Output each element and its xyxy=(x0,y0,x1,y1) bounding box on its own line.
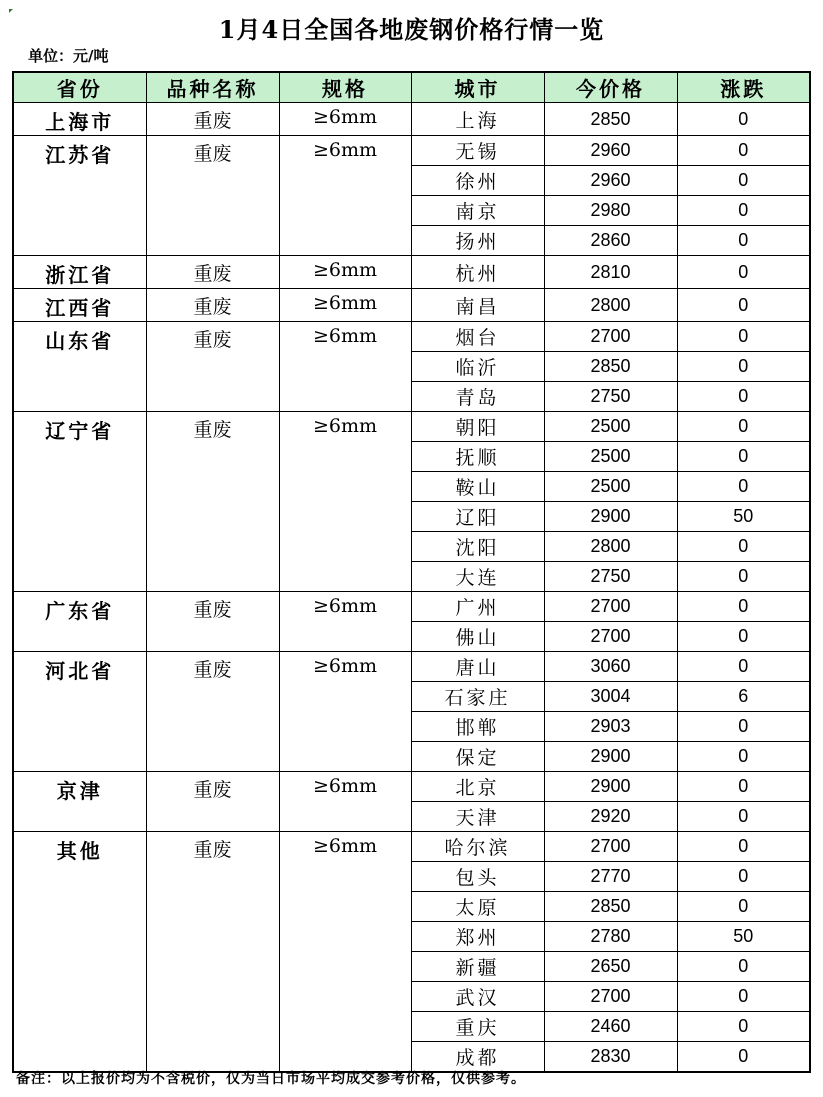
city-cell: 唐山 xyxy=(411,652,544,682)
table-row xyxy=(13,772,810,802)
city-cell: 抚顺 xyxy=(411,442,544,472)
price-cell: 2460 xyxy=(544,1012,677,1042)
city-cell: 辽阳 xyxy=(411,502,544,532)
city-cell: 包头 xyxy=(411,862,544,892)
price-cell: 2980 xyxy=(544,196,677,226)
table-row xyxy=(13,832,810,862)
city-cell: 天津 xyxy=(411,802,544,832)
change-cell: 0 xyxy=(677,226,810,256)
change-cell: 0 xyxy=(677,952,810,982)
variety-cell: 重废 xyxy=(146,652,279,772)
footnote: 备注：以上报价均为不含税价，仅为当日市场平均成交参考价格，仅供参考。 xyxy=(16,1071,526,1087)
change-cell: 0 xyxy=(677,1042,810,1073)
change-cell: 0 xyxy=(677,652,810,682)
price-cell: 2800 xyxy=(544,532,677,562)
city-cell: 杭州 xyxy=(411,256,544,289)
change-cell: 0 xyxy=(677,1012,810,1042)
price-cell: 2960 xyxy=(544,166,677,196)
city-cell: 鞍山 xyxy=(411,472,544,502)
city-cell: 武汉 xyxy=(411,982,544,1012)
price-cell: 2650 xyxy=(544,952,677,982)
province-cell: 河北省 xyxy=(13,652,146,772)
change-cell: 0 xyxy=(677,256,810,289)
city-cell: 大连 xyxy=(411,562,544,592)
city-cell: 沈阳 xyxy=(411,532,544,562)
city-cell: 重庆 xyxy=(411,1012,544,1042)
price-cell: 2800 xyxy=(544,289,677,322)
table-row xyxy=(13,412,810,442)
city-cell: 成都 xyxy=(411,1042,544,1073)
city-cell: 哈尔滨 xyxy=(411,832,544,862)
price-cell: 2903 xyxy=(544,712,677,742)
price-cell: 2700 xyxy=(544,982,677,1012)
price-cell: 2920 xyxy=(544,802,677,832)
price-cell: 2750 xyxy=(544,382,677,412)
table-row xyxy=(13,256,810,289)
spec-cell: ≥6mm xyxy=(279,412,411,592)
change-cell: 0 xyxy=(677,772,810,802)
change-cell: 0 xyxy=(677,472,810,502)
table-row xyxy=(13,322,810,352)
variety-cell: 重废 xyxy=(146,256,279,289)
price-cell: 3004 xyxy=(544,682,677,712)
city-cell: 南昌 xyxy=(411,289,544,322)
change-cell: 0 xyxy=(677,382,810,412)
city-cell: 北京 xyxy=(411,772,544,802)
city-cell: 广州 xyxy=(411,592,544,622)
price-cell: 2700 xyxy=(544,592,677,622)
province-cell: 京津 xyxy=(13,772,146,832)
unit-label: 单位：元/吨 xyxy=(28,47,109,65)
change-cell: 0 xyxy=(677,712,810,742)
city-cell: 青岛 xyxy=(411,382,544,412)
spec-cell: ≥6mm xyxy=(279,772,411,832)
province-cell: 江苏省 xyxy=(13,136,146,256)
spec-cell: ≥6mm xyxy=(279,652,411,772)
change-cell: 0 xyxy=(677,622,810,652)
page-title: 1月4日全国各地废钢价格行情一览 xyxy=(218,15,605,44)
header-spec: 规格 xyxy=(279,72,411,103)
change-cell: 0 xyxy=(677,802,810,832)
price-cell: 2850 xyxy=(544,103,677,136)
change-cell: 0 xyxy=(677,166,810,196)
change-cell: 0 xyxy=(677,289,810,322)
change-cell: 0 xyxy=(677,892,810,922)
change-cell: 6 xyxy=(677,682,810,712)
province-cell: 广东省 xyxy=(13,592,146,652)
spec-cell: ≥6mm xyxy=(279,592,411,652)
city-cell: 太原 xyxy=(411,892,544,922)
change-cell: 50 xyxy=(677,502,810,532)
price-cell: 2780 xyxy=(544,922,677,952)
price-cell: 2850 xyxy=(544,892,677,922)
header-province: 省份 xyxy=(13,72,146,103)
city-cell: 石家庄 xyxy=(411,682,544,712)
header-variety: 品种名称 xyxy=(146,72,279,103)
change-cell: 50 xyxy=(677,922,810,952)
spec-cell: ≥6mm xyxy=(279,103,411,136)
table-row xyxy=(13,652,810,682)
province-cell: 浙江省 xyxy=(13,256,146,289)
spec-cell: ≥6mm xyxy=(279,136,411,256)
change-cell: 0 xyxy=(677,832,810,862)
change-cell: 0 xyxy=(677,196,810,226)
price-cell: 2860 xyxy=(544,226,677,256)
city-cell: 新疆 xyxy=(411,952,544,982)
province-cell: 其他 xyxy=(13,832,146,1073)
price-cell: 2900 xyxy=(544,742,677,772)
variety-cell: 重废 xyxy=(146,322,279,412)
province-cell: 上海市 xyxy=(13,103,146,136)
spec-cell: ≥6mm xyxy=(279,832,411,1073)
price-cell: 2900 xyxy=(544,502,677,532)
city-cell: 上海 xyxy=(411,103,544,136)
variety-cell: 重废 xyxy=(146,412,279,592)
price-cell: 2960 xyxy=(544,136,677,166)
price-cell: 2750 xyxy=(544,562,677,592)
table-row xyxy=(13,103,810,136)
table-row xyxy=(13,289,810,322)
table-row xyxy=(13,592,810,622)
province-cell: 山东省 xyxy=(13,322,146,412)
city-cell: 佛山 xyxy=(411,622,544,652)
variety-cell: 重废 xyxy=(146,289,279,322)
city-cell: 南京 xyxy=(411,196,544,226)
change-cell: 0 xyxy=(677,592,810,622)
variety-cell: 重废 xyxy=(146,103,279,136)
city-cell: 保定 xyxy=(411,742,544,772)
change-cell: 0 xyxy=(677,562,810,592)
price-cell: 2700 xyxy=(544,622,677,652)
table-header-row xyxy=(13,72,810,103)
city-cell: 郑州 xyxy=(411,922,544,952)
variety-cell: 重废 xyxy=(146,136,279,256)
price-cell: 3060 xyxy=(544,652,677,682)
change-cell: 0 xyxy=(677,532,810,562)
city-cell: 无锡 xyxy=(411,136,544,166)
city-cell: 朝阳 xyxy=(411,412,544,442)
city-cell: 扬州 xyxy=(411,226,544,256)
spec-cell: ≥6mm xyxy=(279,322,411,412)
table-body xyxy=(13,103,810,1073)
price-cell: 2810 xyxy=(544,256,677,289)
province-cell: 辽宁省 xyxy=(13,412,146,592)
change-cell: 0 xyxy=(677,982,810,1012)
change-cell: 0 xyxy=(677,742,810,772)
header-city: 城市 xyxy=(411,72,544,103)
header-price: 今价格 xyxy=(544,72,677,103)
price-cell: 2500 xyxy=(544,412,677,442)
change-cell: 0 xyxy=(677,136,810,166)
variety-cell: 重废 xyxy=(146,832,279,1073)
province-cell: 江西省 xyxy=(13,289,146,322)
price-cell: 2700 xyxy=(544,322,677,352)
spec-cell: ≥6mm xyxy=(279,256,411,289)
change-cell: 0 xyxy=(677,862,810,892)
change-cell: 0 xyxy=(677,103,810,136)
header-change: 涨跌 xyxy=(677,72,810,103)
price-cell: 2700 xyxy=(544,832,677,862)
change-cell: 0 xyxy=(677,352,810,382)
price-cell: 2500 xyxy=(544,472,677,502)
variety-cell: 重废 xyxy=(146,772,279,832)
price-cell: 2500 xyxy=(544,442,677,472)
variety-cell: 重废 xyxy=(146,592,279,652)
spec-cell: ≥6mm xyxy=(279,289,411,322)
city-cell: 邯郸 xyxy=(411,712,544,742)
price-cell: 2770 xyxy=(544,862,677,892)
table-row xyxy=(13,136,810,166)
change-cell: 0 xyxy=(677,322,810,352)
price-cell: 2830 xyxy=(544,1042,677,1073)
change-cell: 0 xyxy=(677,442,810,472)
city-cell: 烟台 xyxy=(411,322,544,352)
city-cell: 徐州 xyxy=(411,166,544,196)
price-cell: 2850 xyxy=(544,352,677,382)
city-cell: 临沂 xyxy=(411,352,544,382)
price-cell: 2900 xyxy=(544,772,677,802)
change-cell: 0 xyxy=(677,412,810,442)
price-table xyxy=(12,71,811,1073)
